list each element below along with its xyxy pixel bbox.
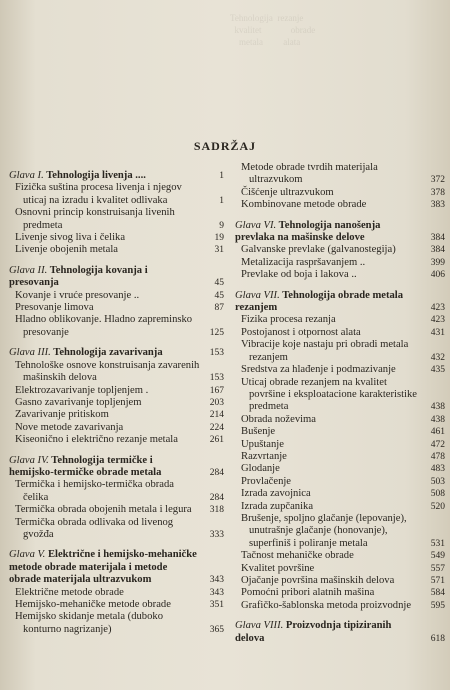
- page-number: 423: [430, 315, 445, 326]
- toc-entry: [235, 563, 445, 575]
- toc-entry: [235, 451, 445, 463]
- toc-entry: [235, 550, 445, 562]
- toc-entry-title: Izrada zupčanika: [241, 500, 314, 512]
- page-number: 153: [209, 348, 224, 359]
- toc-chapter: [9, 170, 224, 182]
- page-number: 45: [214, 290, 224, 301]
- chapter-title: Proizvodnja tipiziranih delova: [235, 620, 392, 644]
- toc-entry-title: Upuštanje: [241, 438, 284, 450]
- toc-entry: [235, 377, 445, 414]
- page-number: 508: [430, 489, 445, 500]
- chapter-title: Tehnologija livenja ....: [46, 170, 146, 181]
- page-number: 383: [430, 200, 445, 211]
- toc-column-right: [235, 162, 445, 645]
- toc-entry: [235, 314, 445, 326]
- toc-entry-title: Livenje sivog liva i čelika: [15, 232, 126, 244]
- toc-entry: [9, 302, 224, 314]
- toc-entry-title: Termička i hemijsko-termička obrada čelika: [15, 479, 174, 503]
- page-number: 432: [430, 352, 445, 363]
- page-number: 461: [430, 427, 445, 438]
- show-through-text: Tehnologija rezanje kvalitet obrade metala alata: [230, 13, 316, 47]
- toc-chapter: [9, 347, 224, 359]
- page-number: 365: [209, 624, 224, 635]
- toc-entry-title: Termička obrada odlivaka od livenog gvožđa: [15, 516, 174, 540]
- page-number: 435: [430, 365, 445, 376]
- toc-entry: [9, 599, 224, 611]
- toc-entry: [235, 439, 445, 451]
- toc-entry: [235, 364, 445, 376]
- toc-entry-title: Grafičko-šablonska metoda proizvodnje: [241, 599, 412, 611]
- page-number: 153: [209, 373, 224, 384]
- page-number: 384: [430, 245, 445, 256]
- toc-entry: [235, 426, 445, 438]
- page-number: 31: [214, 245, 224, 256]
- toc-entry-title: [9, 549, 200, 586]
- toc-entry-title: Kombinovane metode obrade: [241, 199, 367, 211]
- page-number: 520: [430, 501, 445, 512]
- page-number: 284: [209, 492, 224, 503]
- page-number: 503: [430, 476, 445, 487]
- toc-column-left: [9, 162, 224, 636]
- page-number: 438: [430, 414, 445, 425]
- toc-entry-title: Obrada noževima: [241, 413, 317, 425]
- toc-entry: [235, 187, 445, 199]
- toc-entry: [9, 385, 224, 397]
- toc-entry-title: [9, 265, 200, 290]
- toc-entry: [235, 414, 445, 426]
- page-number: 584: [430, 588, 445, 599]
- toc-entry-title: Izrada zavojnica: [241, 488, 311, 500]
- toc-entry-title: [235, 620, 421, 645]
- toc-entry-title: [9, 170, 200, 182]
- toc-entry-title: Hemijsko skidanje metala (duboko konturno nagrizanje): [15, 611, 163, 635]
- page-number: 549: [430, 551, 445, 562]
- toc-entry: [9, 207, 224, 232]
- toc-entry-title: Tačnost mehaničke obrade: [241, 550, 354, 562]
- chapter-title: Tehnologija termičke i hemijsko-termičke obrade metala: [9, 454, 162, 478]
- page-number: 478: [430, 451, 445, 462]
- toc-entry: [235, 327, 445, 339]
- toc-entry: [235, 600, 445, 612]
- chapter-label: Glava IV.: [9, 454, 49, 466]
- toc-entry: [235, 244, 445, 256]
- toc-entry-title: Hemijsko-mehaničke metode obrade: [15, 599, 171, 610]
- toc-entry-title: Prevlake od boja i lakova ..: [241, 269, 357, 281]
- toc-entry-title: Nove metode zavarivanja: [15, 421, 124, 433]
- toc-entry: [9, 587, 224, 599]
- page-number: 571: [430, 576, 445, 586]
- toc-entry: [9, 479, 224, 504]
- toc-entry-title: Galvanske prevlake (galvanostegija): [241, 244, 396, 256]
- page-title: SADRŽAJ: [193, 139, 257, 153]
- toc-chapter: [235, 290, 445, 315]
- toc-entry: [235, 587, 445, 599]
- toc-entry-title: Kvalitet površine: [241, 562, 315, 574]
- toc-entry-title: [235, 290, 421, 315]
- toc-entry-title: Livenje obojenih metala: [15, 244, 118, 256]
- toc-entry: [9, 182, 224, 207]
- toc-entry: [235, 162, 445, 187]
- toc-entry-title: Ojačanje površina mašinskih delova: [241, 575, 395, 586]
- page-number: 318: [209, 505, 224, 516]
- page-number: 557: [430, 563, 445, 574]
- page-number: 351: [209, 600, 224, 610]
- toc-entry-title: Metode obrade tvrdih materijala ultrazvukom: [241, 162, 378, 186]
- page-number: 214: [209, 410, 224, 421]
- chapter-title: Tehnologija kovanja i presovanja: [9, 264, 148, 289]
- toc-entry-title: [235, 220, 421, 245]
- toc-entry-title: Brušenje, spoljno glačanje (lepovanje), unutrašnje glačanje (honovanje), superfiniš i poliranje metala: [241, 512, 407, 549]
- toc-entry: [235, 476, 445, 488]
- chapter-title: Električne i hemijsko-mehaničke metode obrade materijala i metode obrade materijala ultrazvukom: [9, 549, 197, 586]
- toc-entry: [235, 463, 445, 475]
- page-number: 595: [430, 600, 445, 611]
- toc-entry-title: Hladno oblikovanje. Hladno zapreminsko presovanje: [15, 314, 193, 338]
- chapter-label: Glava VI.: [235, 219, 277, 231]
- chapter-label: Glava II.: [9, 264, 48, 276]
- page-number: 472: [430, 439, 445, 450]
- toc-entry: [235, 339, 445, 364]
- chapter-label: Glava I.: [9, 170, 44, 181]
- page-number: 1: [219, 195, 224, 206]
- toc-entry-title: Razvrtanje: [241, 450, 287, 462]
- toc-entry-title: Postojanost i otpornost alata: [241, 326, 361, 338]
- toc-entry: [9, 244, 224, 256]
- toc-entry: [9, 290, 224, 302]
- chapter-label: Glava VII.: [235, 289, 280, 301]
- toc-entry-title: Presovanje limova: [15, 302, 94, 314]
- toc-chapter: [9, 265, 224, 290]
- page-number: 203: [209, 397, 224, 408]
- toc-entry-title: Sredstva za hlađenje i podmazivanje: [241, 364, 396, 376]
- toc-entry: [9, 232, 224, 244]
- page-number: 378: [430, 187, 445, 198]
- toc-entry-title: Fizika procesa rezanja: [241, 314, 336, 326]
- toc-chapter: [235, 620, 445, 645]
- toc-entry: [9, 422, 224, 434]
- page-number: 284: [209, 467, 224, 478]
- toc-entry-title: Bušenje: [241, 426, 276, 438]
- chapter-title: Tehnologija nanošenja prevlaka na mašinske delove: [235, 219, 381, 244]
- toc-entry: [9, 504, 224, 516]
- chapter-label: Glava V.: [9, 549, 46, 561]
- toc-entry-title: Zavarivanje pritiskom: [15, 409, 109, 421]
- page-number: 399: [430, 257, 445, 268]
- toc-entry-title: Kiseonično i električno rezanje metala: [15, 434, 178, 446]
- toc-entry-title: Električne metode obrade: [15, 586, 124, 598]
- toc-entry-title: Glodanje: [241, 463, 280, 475]
- toc-entry-title: Elektrozavarivanje topljenjem .: [15, 384, 149, 396]
- toc-entry-title: Osnovni princip konstruisanja livenih predmeta: [15, 207, 175, 231]
- page-number: 333: [209, 529, 224, 540]
- toc-entry: [9, 517, 224, 542]
- page-number: 438: [430, 402, 445, 413]
- chapter-label: Glava VIII.: [235, 620, 284, 632]
- page-number: 343: [209, 575, 224, 586]
- page-number: 618: [430, 633, 445, 644]
- page-number: 531: [430, 538, 445, 549]
- toc-entry-title: Metalizacija raspršavanjem ..: [241, 256, 366, 268]
- toc-entry-title: Vibracije koje nastaju pri obradi metala rezanjem: [241, 339, 409, 363]
- toc-entry-title: Termička obrada obojenih metala i legura: [15, 504, 192, 516]
- toc-entry-title: [9, 455, 200, 480]
- toc-entry: [235, 575, 445, 587]
- toc-entry-title: Fizička suština procesa livenja i njegov uticaj na izradu i kvalitet odlivaka: [15, 182, 182, 206]
- page-number: 19: [214, 233, 224, 244]
- page-number: 87: [214, 303, 224, 314]
- page-number: 167: [209, 385, 224, 396]
- page-number: 261: [209, 435, 224, 446]
- chapter-title: Tehnologija obrade metala rezanjem: [235, 289, 404, 314]
- page-number: 483: [430, 464, 445, 475]
- toc-entry: [235, 257, 445, 269]
- toc-entry: [235, 269, 445, 281]
- toc-entry-title: [9, 347, 200, 359]
- page-number: 125: [209, 327, 224, 338]
- toc-entry: [9, 314, 224, 339]
- toc-entry-title: Provlačenje: [241, 475, 292, 487]
- toc-entry: [9, 434, 224, 446]
- toc-entry-title: Tehnološke osnove konstruisanja zavarenih mašinskih delova: [15, 359, 200, 384]
- chapter-title: Tehnologija zavarivanja: [53, 347, 163, 359]
- page-number: 9: [219, 220, 224, 231]
- page-number: 431: [430, 327, 445, 338]
- page-number: 423: [430, 303, 445, 314]
- toc-entry: [9, 397, 224, 409]
- toc-entry-title: Pomoćni pribori alatnih mašina: [241, 587, 375, 599]
- page-number: 45: [214, 278, 224, 289]
- toc-chapter: [9, 549, 224, 586]
- toc-entry: [235, 513, 445, 550]
- toc-entry: [9, 360, 224, 385]
- toc-entry: [235, 501, 445, 513]
- page-number: 372: [430, 175, 445, 186]
- page-number: 343: [209, 587, 224, 598]
- page-number: 224: [209, 422, 224, 433]
- page-number: 406: [430, 270, 445, 281]
- page-number: 1: [219, 171, 224, 181]
- page-number: 384: [430, 233, 445, 244]
- toc-chapter: [235, 220, 445, 245]
- chapter-label: Glava III.: [9, 347, 51, 359]
- toc-entry: [235, 199, 445, 211]
- toc-entry: [9, 409, 224, 421]
- toc-entry-title: Uticaj obrade rezanjem na kvalitet površine i eksploatacione karakteristike predmeta: [241, 376, 417, 413]
- toc-entry-title: Gasno zavarivanje topljenjem: [15, 396, 142, 408]
- toc-entry: [235, 488, 445, 500]
- toc-entry-title: Čišćenje ultrazvukom: [241, 186, 334, 198]
- toc-chapter: [9, 455, 224, 480]
- toc-entry-title: Kovanje i vruće presovanje ..: [15, 289, 140, 301]
- toc-entry: [9, 611, 224, 636]
